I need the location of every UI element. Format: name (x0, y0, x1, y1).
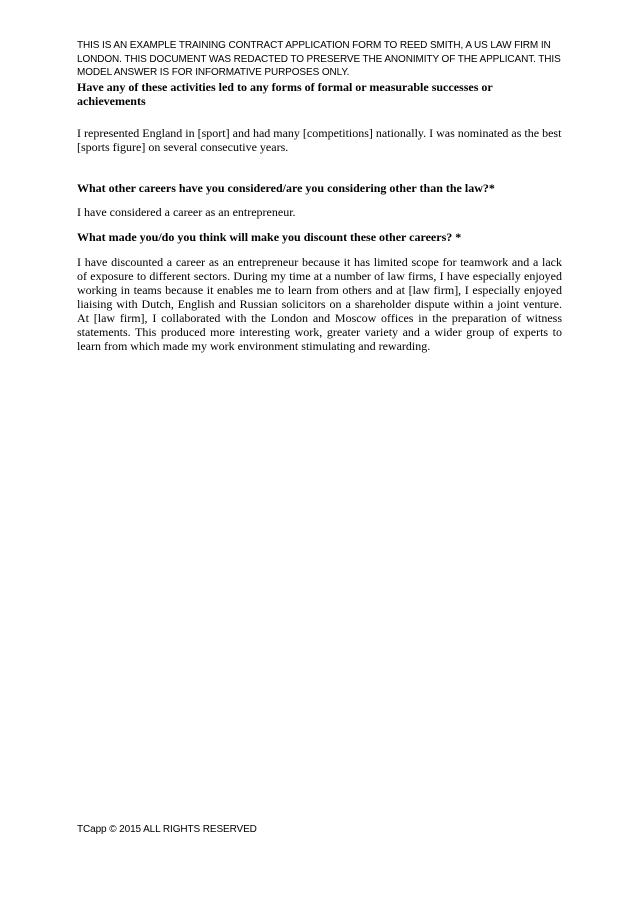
answer-discount-careers: I have discounted a career as an entrepreneur because it has limited scope for teamwork and a lack of exposure to different sectors. During my time at a number of law firms, I have especially enjoyed working in teams because it enables me to learn from others and at [law firm], I especially enjoyed liaising with Dutch, English and Russian solicitors on a shareholder dispute within a joint venture. At [law firm], I collaborated with the London and Moscow offices in the preparation of witness statements. This produced more interesting work, greater variety and a wider group of experts to learn from which made my work environment stimulating and rewarding. (77, 255, 562, 353)
copyright-footer: TCapp © 2015 ALL RIGHTS RESERVED (77, 824, 257, 835)
answer-achievements: I represented England in [sport] and had many [competitions] nationally. I was nominated as the best [sports figure] on several consecutive years. (77, 126, 562, 154)
question-discount-careers: What made you/do you think will make you discount these other careers? * (77, 230, 462, 244)
question-achievements: Have any of these activities led to any forms of formal or measurable successes or achievements (77, 80, 493, 108)
question-other-careers: What other careers have you considered/are you considering other than the law?* (77, 181, 495, 195)
disclaimer-header: THIS IS AN EXAMPLE TRAINING CONTRACT APPLICATION FORM TO REED SMITH, A US LAW FIRM IN LONDON. THIS DOCUMENT WAS REDACTED TO PRESERVE THE ANONIMITY OF THE APPLICANT. THIS MODEL ANSWER IS FOR INFORMATIVE PURPOSES ONLY. (77, 40, 561, 78)
answer-other-careers: I have considered a career as an entrepreneur. (77, 205, 296, 219)
form-content (77, 80, 562, 353)
